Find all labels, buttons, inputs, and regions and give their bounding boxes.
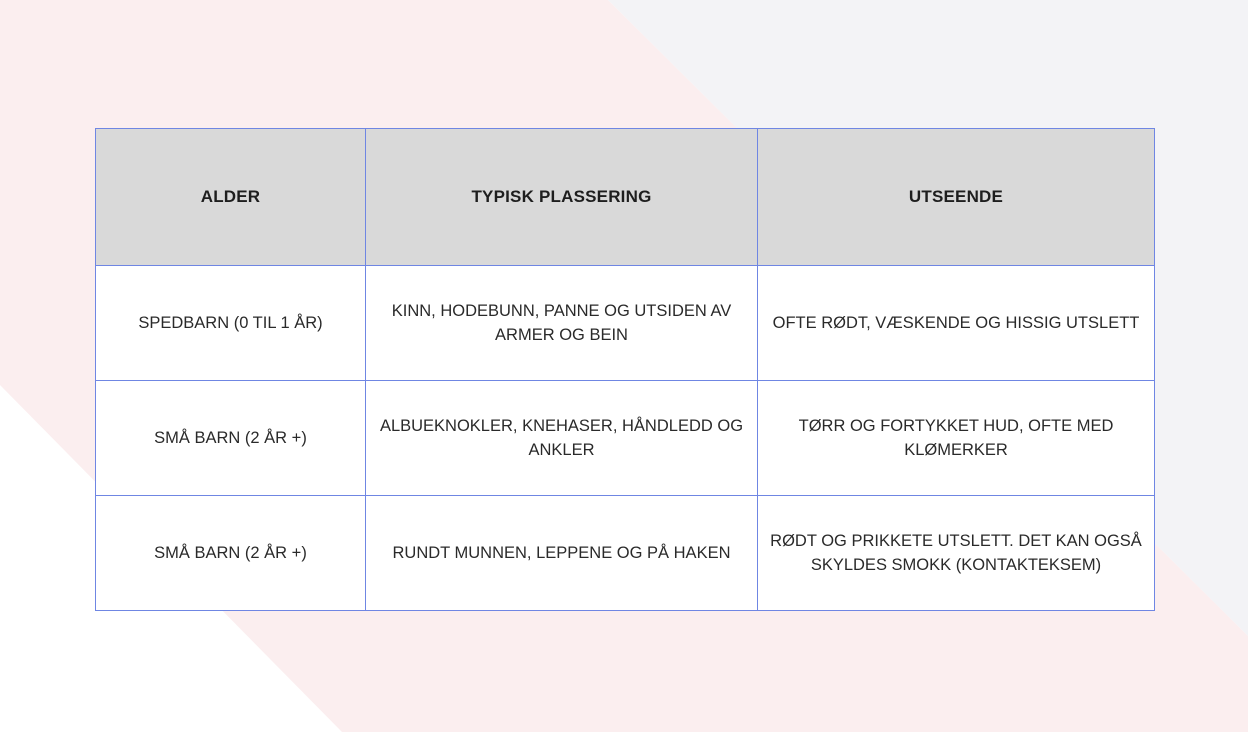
cell-plassering: KINN, HODEBUNN, PANNE OG UTSIDEN AV ARMER OG BEIN [366, 266, 758, 381]
table-row [96, 381, 1155, 496]
cell-alder: SMÅ BARN (2 ÅR +) [96, 496, 366, 611]
cell-utseende: RØDT OG PRIKKETE UTSLETT. DET KAN OGSÅ SKYLDES SMOKK (KONTAKTEKSEM) [758, 496, 1155, 611]
cell-utseende: OFTE RØDT, VÆSKENDE OG HISSIG UTSLETT [758, 266, 1155, 381]
eczema-location-table [95, 128, 1155, 611]
table-header-row [96, 129, 1155, 266]
cell-utseende: TØRR OG FORTYKKET HUD, OFTE MED KLØMERKER [758, 381, 1155, 496]
header-typisk-plassering: TYPISK PLASSERING [366, 129, 758, 266]
table-row [96, 496, 1155, 611]
cell-alder: SPEDBARN (0 TIL 1 ÅR) [96, 266, 366, 381]
header-alder: ALDER [96, 129, 366, 266]
cell-alder: SMÅ BARN (2 ÅR +) [96, 381, 366, 496]
right-edge-strip [1248, 0, 1252, 732]
cell-plassering: RUNDT MUNNEN, LEPPENE OG PÅ HAKEN [366, 496, 758, 611]
header-utseende: UTSEENDE [758, 129, 1155, 266]
cell-plassering: ALBUEKNOKLER, KNEHASER, HÅNDLEDD OG ANKLER [366, 381, 758, 496]
table-row [96, 266, 1155, 381]
